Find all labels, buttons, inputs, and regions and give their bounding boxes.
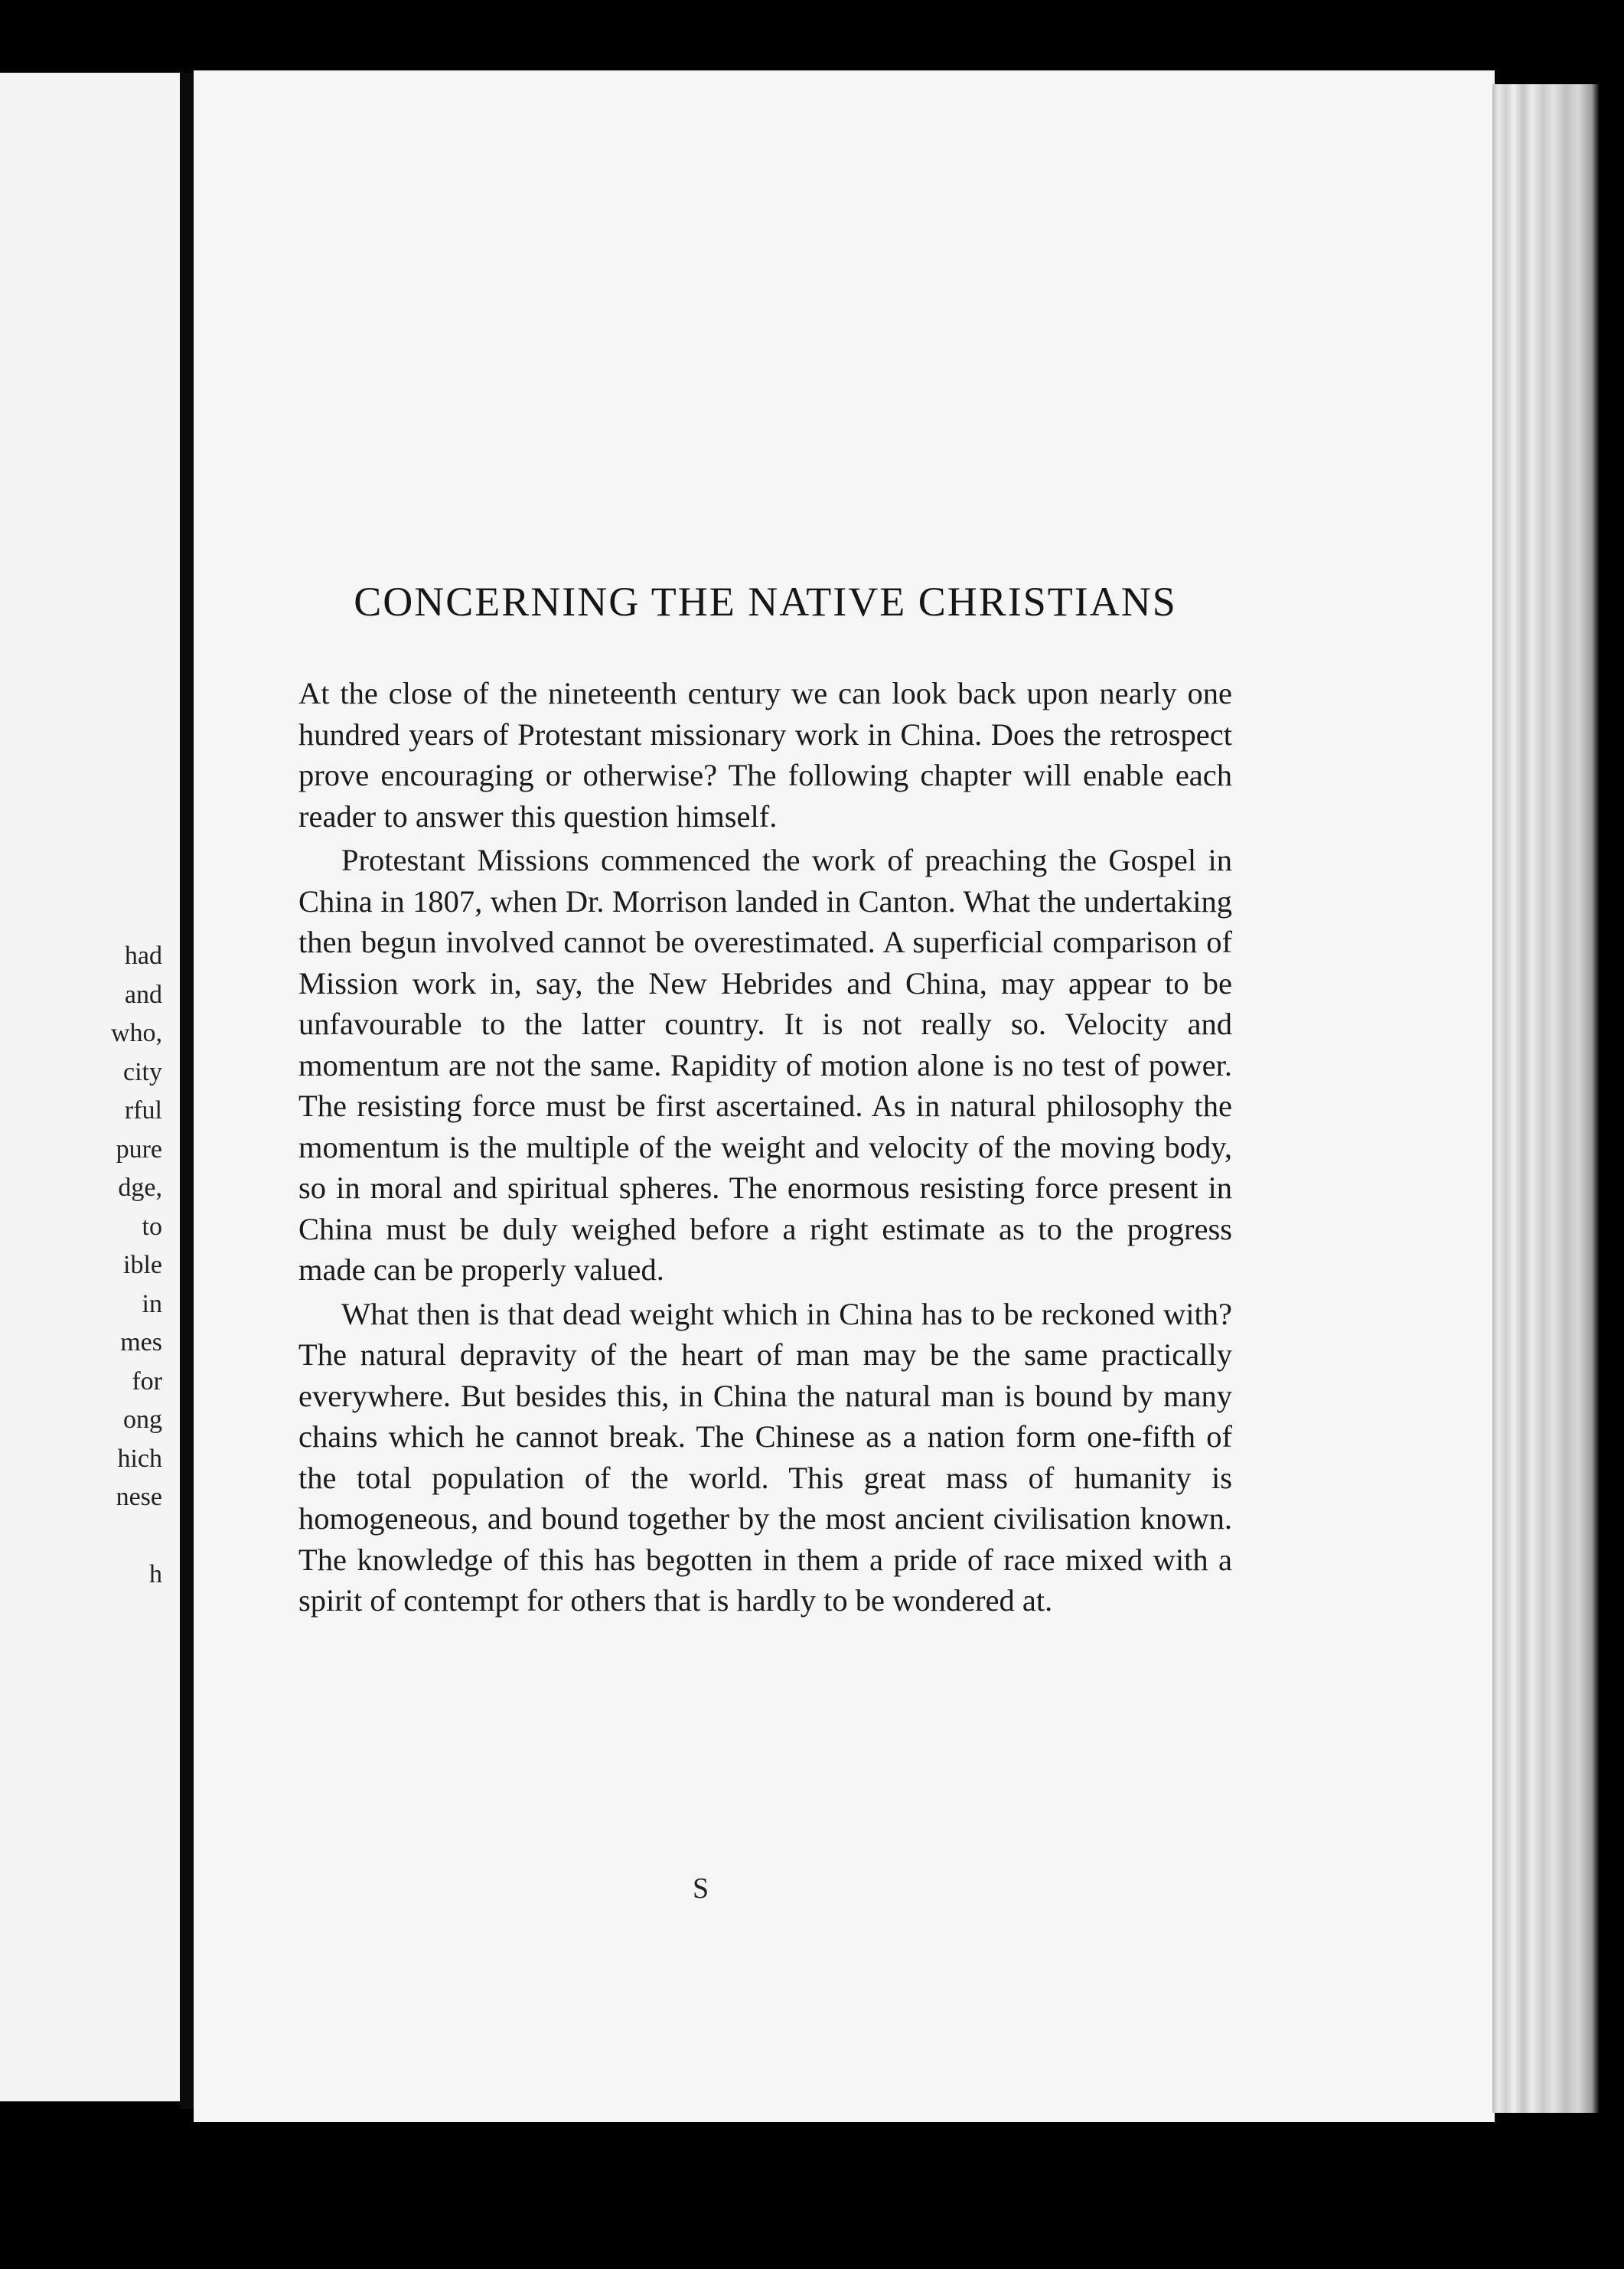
facing-page-line: city (123, 1057, 162, 1086)
book-gutter (180, 73, 194, 2109)
facing-page-line: to (142, 1212, 162, 1241)
facing-page-line: h (149, 1560, 162, 1588)
page-content (298, 578, 1232, 1621)
chapter-title: CONCERNING THE NATIVE CHRISTIANS (354, 579, 1177, 625)
facing-page-line: mes (120, 1328, 162, 1357)
facing-page-line: ible (123, 1251, 162, 1279)
facing-page-line: nese (116, 1483, 162, 1511)
facing-page-line: rful (124, 1096, 162, 1125)
page-edges (1492, 84, 1600, 2113)
facing-page-line: for (132, 1366, 162, 1396)
facing-page (0, 73, 180, 2101)
facing-page-line: hich (117, 1444, 162, 1473)
facing-page-line: and (124, 980, 162, 1009)
facing-page-line: had (124, 942, 162, 970)
facing-page-line: pure (116, 1134, 162, 1164)
paragraph: Protestant Missions commenced the work of preaching the Gospel in China in 1807, when Dr. Morrison landed in Canton. What the undertaking then begun involved cannot be overestimated. A superficial comparison of Mission work in, say, the New Hebrides and China, may appear to be unfavourable to the latter country. It is not really so. Velocity and momentum are not the same. Rapidity of motion alone is no test of power. The resisting force must be first ascertained. As in natural philosophy the momentum is the multiple of the weight and velocity of the moving body, so in moral and spiritual spheres. The enormous resisting force present in China must be duly weighed before a right estimate as to the progress made can be properly valued. (298, 843, 1232, 1287)
facing-page-line: in (142, 1289, 162, 1318)
page-number: S (693, 1872, 709, 1905)
facing-page-line: ong (123, 1405, 162, 1434)
facing-page-line: who, (110, 1019, 162, 1047)
facing-page-line: dge, (118, 1174, 162, 1202)
facing-page-line (0, 1522, 178, 1561)
paragraph: At the close of the nineteenth century we can look back upon nearly one hundred years of Protestant missionary work in China. Does the retrospect prove encouraging or otherwise? The following chapter will enable each reader to answer this question himself. (298, 676, 1232, 834)
facing-page-text (0, 942, 178, 1599)
paragraph: What then is that dead weight which in China has to be reckoned with? The natural depravity of the heart of man may be the same practically everywhere. But besides this, in China the natural man is bound by many chains which he cannot break. The Chinese as a nation form one-fifth of the total population of the world. This great mass of humanity is homogeneous, and bound together by the most ancient civilisation known. The knowledge of this has begotten in them a pride of race mixed with a spirit of contempt for others that is hardly to be wondered at. (298, 1296, 1232, 1618)
